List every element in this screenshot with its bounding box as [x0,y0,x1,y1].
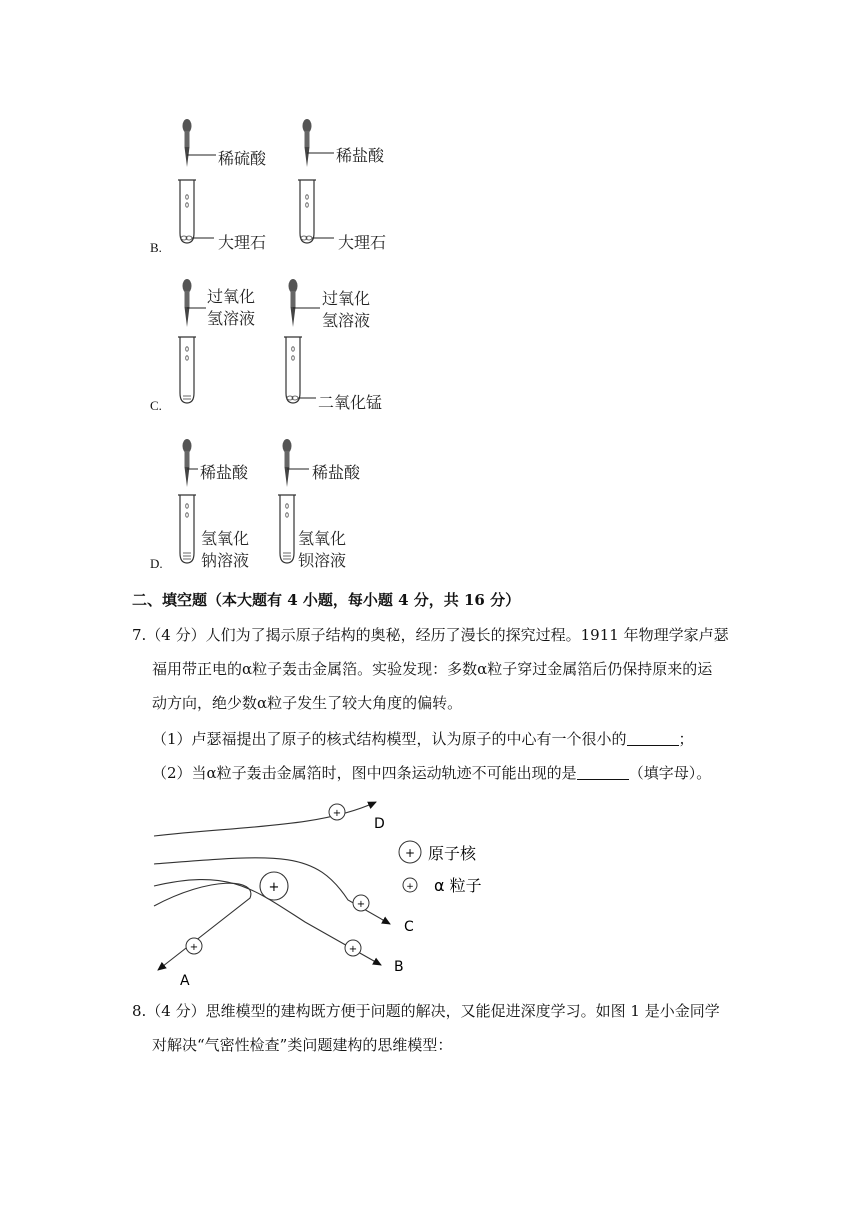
option-d-letter: D. [150,556,163,571]
option-d-left-solution-line2: 钠溶液 [201,551,250,570]
option-c-right-reagent-line2: 氢溶液 [322,311,371,330]
track-label-d: D [374,816,385,832]
option-c-left-reagent-line1: 过氧化 [207,287,256,306]
q8-line1: 8.（4 分）思维模型的建构既方便于问题的解决，又能促进深度学习。如图 1 是小金同学 [132,1002,720,1020]
q8-line2: 对解决“气密性检查”类问题建构的思维模型： [152,1036,453,1054]
option-c-letter: C. [150,398,162,413]
option-d-left-solution-line1: 氢氧化 [201,529,250,548]
alpha-scattering-diagram [140,790,520,990]
section-title: 二、填空题（本大题有 4 小题，每小题 4 分，共 16 分） [132,591,521,609]
q7-sub2 [152,758,711,788]
legend-nucleus-label: 原子核 [428,844,477,863]
q7-line2: 福用带正电的α粒子轰击金属箔。实验发现：多数α粒子穿过金属箔后仍保持原来的运 [152,660,713,678]
option-c-left-reagent-line2: 氢溶液 [207,309,256,328]
q7-sub2-answer-blank[interactable] [577,765,629,780]
option-d-right-solution-line2: 钡溶液 [298,551,347,570]
q7-sub1-text: （1）卢瑟福提出了原子的核式结构模型，认为原子的中心有一个很小的 [152,730,627,748]
alpha-c-plus: + [356,899,366,910]
alpha-b-plus: + [348,944,358,955]
q7-line3: 动方向，绝少数α粒子发生了较大角度的偏转。 [152,694,463,712]
q7-sub2-text: （2）当α粒子轰击金属箔时，图中四条运动轨迹不可能出现的是 [152,764,577,782]
track-label-a: A [180,973,190,989]
q7-sub1 [152,724,694,754]
option-d-right-solution-line1: 氢氧化 [298,529,347,548]
legend-alpha-label: α 粒子 [434,876,482,895]
track-label-b: B [394,959,404,975]
alpha-a-plus: + [189,942,199,953]
track-a [154,883,251,970]
option-c-right-solid: 二氧化锰 [318,393,383,412]
option-b-letter: B. [150,240,162,255]
q7-sub1-end: ； [678,730,694,748]
option-b-left-solid: 大理石 [218,233,267,252]
legend-nucleus-plus: + [404,846,416,860]
q7-sub1-answer-blank[interactable] [627,731,679,746]
option-c-right-reagent-line1: 过氧化 [322,289,371,308]
q7-sub2-end: （填字母）。 [628,764,712,782]
option-d-right-reagent: 稀盐酸 [312,463,361,482]
q7-line1: 7.（4 分）人们为了揭示原子结构的奥秘，经历了漫长的探究过程。1911 年物理学家卢瑟 [132,626,729,644]
alpha-d-plus: + [332,808,342,819]
option-d-left-reagent: 稀盐酸 [200,463,249,482]
option-b-right-reagent: 稀盐酸 [336,146,385,165]
legend-alpha-plus: + [406,882,414,892]
nucleus-plus: + [268,880,280,895]
option-b-left-reagent: 稀硫酸 [218,149,267,168]
option-b-right-solid: 大理石 [338,233,387,252]
track-label-c: C [404,919,414,935]
